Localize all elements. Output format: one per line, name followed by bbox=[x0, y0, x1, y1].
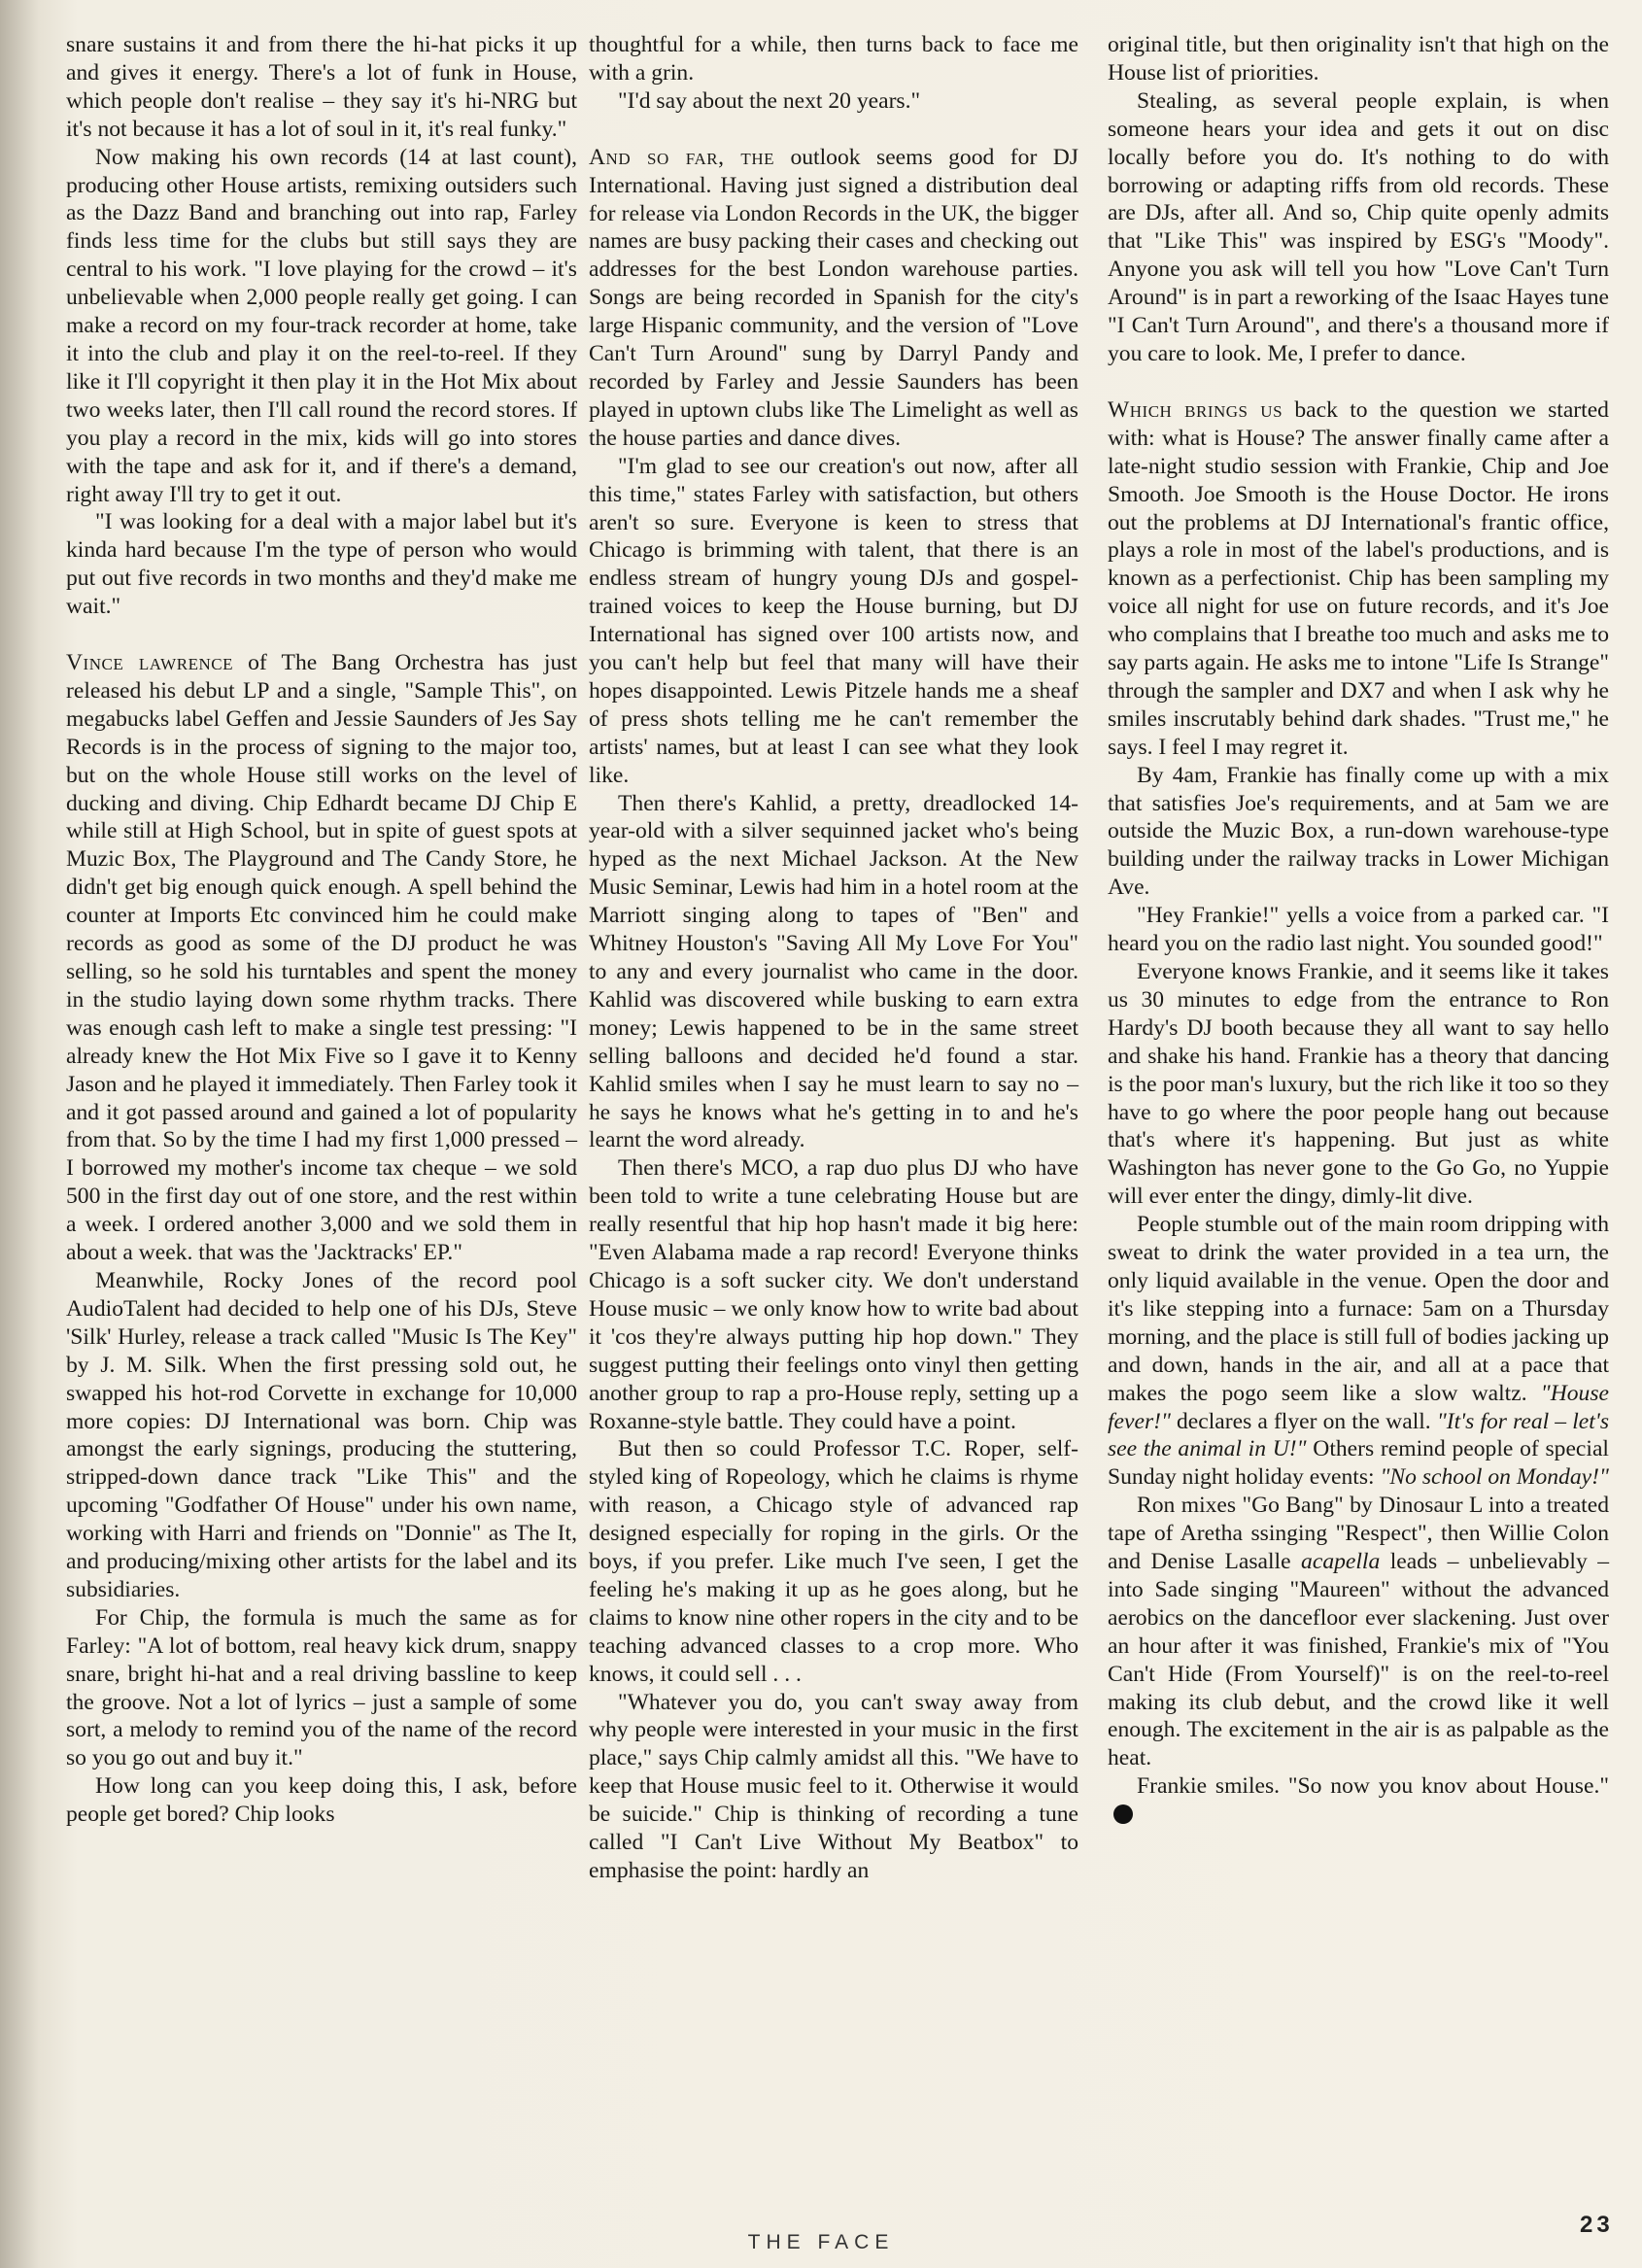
paragraph: But then so could Professor T.C. Roper, self-styled king of Ropeology, which he claims is rhyme with reason, a Chicago style of advanced rap designed especially for roping in the girls. Or the boys, if you prefer. Like much I've seen, I get the feeling he's making it up as he goes along, but he claims to know nine other ropers in the city and to be teaching advanced classes to a crop more. Who knows, it could sell . . . bbox=[589, 1436, 1078, 1687]
flyer-quote: "No school on Monday!" bbox=[1380, 1464, 1609, 1491]
section-paragraph bbox=[1108, 396, 1609, 762]
section-paragraph bbox=[66, 649, 577, 1267]
article-column-2 bbox=[589, 31, 1078, 1885]
article-column-1 bbox=[66, 31, 577, 1829]
section-lead-in: And so far, the bbox=[589, 144, 774, 170]
paragraph: thoughtful for a while, then turns back to face me with a grin. bbox=[589, 32, 1078, 86]
paragraph: How long can you keep doing this, I ask, before people get bored? Chip looks bbox=[66, 1773, 577, 1828]
paragraph: By 4am, Frankie has finally come up with a mix that satisfies Joe's requirements, and at 5am we are outside the Muzic Box, a run-down warehouse-type building under the railway tracks in Lower Michigan Ave. bbox=[1108, 762, 1609, 901]
paragraph-text: Ron mixes "Go Bang" by Dinosaur L into a treated tape of Aretha ssinging "Respect", then Willie Colon and Denise Lasalle bbox=[1108, 1493, 1609, 1575]
paragraph-text: outlook seems good for DJ International. Having just signed a distribution deal for release via London Records in the UK, the bigger names are busy packing their cases and checking out addresses for the best London warehouse parties. Songs are being recorded in Spanish for the city's large Hispanic community, and the version of "Love Can't Turn Around" sung by Darryl Pandy and recorded by Farley and Jessie Saunders has been played in uptown clubs like The Limelight as well as the house parties and dance dives. bbox=[589, 144, 1078, 451]
paragraph-text: People stumble out of the main room dripping with sweat to drink the water provided in a tea urn, the only liquid available in the venue. Open the door and it's like stepping into a furnace: 5am on a Thursday morning, and the place is still full of bodies jacking up and down, hands in the air, and all at a pace that makes the pogo seem like a slow waltz. bbox=[1108, 1212, 1609, 1406]
paragraph: "Whatever you do, you can't sway away from why people were interested in your music in the first place," says Chip calmly amidst all this. "We have to keep that House music feel to it. Otherwise it would be suicide." Chip is thinking of recording a tune called "I Can't Live Without My Beatbox" to emphasise the point: hardly an bbox=[589, 1689, 1078, 1883]
end-mark-icon bbox=[1113, 1804, 1133, 1824]
paragraph-text: leads – unbelievably – into Sade singing "Maureen" without the advanced aerobics on the dancefloor ever slackening. Just over an hour after it was finished, Frankie's mix of "You Can't Hide (From Yourself)" is on the reel-to-reel making its club debut, and the crowd like it well enough. The excitement in the air is as palpable as the heat. bbox=[1108, 1549, 1610, 1771]
magazine-footer: THE FACE bbox=[747, 2231, 895, 2253]
section-paragraph bbox=[589, 144, 1078, 453]
paragraph bbox=[1108, 1211, 1609, 1492]
paragraph-text: Others remind people of special Sunday night holiday events: bbox=[1108, 1436, 1609, 1491]
paragraph: Stealing, as several people explain, is when someone hears your idea and gets it out on disc locally before you do. It's nothing to do with borrowing or adapting riffs from old records. These are DJs, after all. And so, Chip quite openly admits that "Like This" was inspired by ESG's "Moody". Anyone you ask will tell you how "Love Can't Turn Around" is in part a reworking of the Isaac Hayes tune "I Can't Turn Around", and there's a thousand more if you care to look. Me, I prefer to dance. bbox=[1108, 87, 1609, 366]
paragraph: "Hey Frankie!" yells a voice from a parked car. "I heard you on the radio last night. You sounded good!" bbox=[1108, 903, 1609, 957]
paragraph: snare sustains it and from there the hi-hat picks it up and gives it energy. There's a lot of funk in House, which people don't realise – they say it's hi-NRG but it's not because it has a lot of soul in it, it's real funky." bbox=[66, 32, 577, 142]
paragraph-text: back to the question we started with: what is House? The answer finally came after a late-night studio session with Frankie, Chip and Joe Smooth. Joe Smooth is the House Doctor. He irons out the problems at DJ International's frantic office, plays a role in most of the label's productions, and is known as a perfectionist. Chip has been sampling my voice all night for use on future records, and it's Joe who complains that I breathe too much and asks me to say parts again. He asks me to intone "Life Is Strange" through the sampler and DX7 and when I ask why he smiles inscrutably behind dark shades. "Trust me," he says. I feel I may regret it. bbox=[1108, 396, 1609, 760]
flyer-quote: "House fever!" bbox=[1108, 1380, 1609, 1434]
paragraph-text: declares a flyer on the wall. bbox=[1170, 1408, 1437, 1434]
paragraph: "I was looking for a deal with a major label but it's kinda hard because I'm the type of person who would put out five records in two months and they'd make me wait." bbox=[66, 509, 577, 620]
section-lead-in: Which brings us bbox=[1108, 396, 1283, 423]
paragraph bbox=[1108, 1772, 1609, 1829]
paragraph: Meanwhile, Rocky Jones of the record pool AudioTalent had decided to help one of his DJs, Steve 'Silk' Hurley, release a track called "Music Is The Key" by J. M. Silk. When the first pressing sold out, he swapped his hot-rod Corvette in exchange for 10,000 more copies: DJ International was born. Chip was amongst the early signings, producing the stuttering, stripped-down dance track "Like This" and the upcoming "Godfather Of House" under his own name, working with Harri and friends on "Donnie" as The It, and producing/mixing other artists for the label and its subsidiaries. bbox=[66, 1267, 577, 1602]
paragraph: For Chip, the formula is much the same as for Farley: "A lot of bottom, real heavy kick drum, snappy snare, bright hi-hat and a real driving bassline to keep the groove. Not a lot of lyrics – just a sample of some sort, a melody to remind you of the name of the record so you go out and buy it." bbox=[66, 1604, 577, 1771]
paragraph-text: of The Bang Orchestra has just released his debut LP and a single, "Sample This", on megabucks label Geffen and Jessie Saunders of Jes Say Records is in the process of signing to the major too, but on the whole House still works on the level of ducking and diving. Chip Edhardt became DJ Chip E while still at High School, but in spite of guest spots at Muzic Box, The Playground and The Candy Store, he didn't get big enough quick enough. A spell behind the counter at Imports Etc convinced him he could make records as good as some of the DJ product he was selling, so he sold his turntables and spent the money in the studio laying down some rhythm tracks. There was enough cash left to make a single test pressing: "I already knew the Hot Mix Five so I gave it to Kenny Jason and he played it immediately. Then Farley took it and it got passed around and gained a lot of popularity from that. So by the time I had my first 1,000 pressed – I borrowed my mother's income tax cheque – we sold 500 in the first day out of one store, and the rest within a week. I ordered another 3,000 and we sold them in about a week. that was the 'Jacktracks' EP." bbox=[66, 650, 577, 1266]
paragraph bbox=[1108, 1492, 1609, 1772]
paragraph: Everyone knows Frankie, and it seems like it takes us 30 minutes to edge from the entrance to Ron Hardy's DJ booth because they all want to say hello and shake his hand. Frankie has a theory that dancing is the poor man's luxury, but the rich like it too so they have to go where the poor people hang out because that's where it's happening. But just as white Washington has never gone to the Go Go, no Yuppie will ever enter the dingy, dimly-lit dive. bbox=[1108, 959, 1609, 1210]
flyer-quote: "It's for real – let's see the animal in U!" bbox=[1108, 1408, 1610, 1462]
section-lead-in: Vince lawrence bbox=[66, 650, 233, 676]
paragraph: "I'm glad to see our creation's out now, after all this time," states Farley with satisfaction, but others aren't so sure. Everyone is keen to stress that Chicago is brimming with talent, that there is an endless stream of hungry young DJs and gospel-trained voices to keep the House burning, but DJ International has signed over 100 artists now, and you can't help but feel that many will have their hopes disappointed. Lewis Pitzele hands me a sheaf of press shots telling me he can't remember the artists' names, but at least I can see what they look like. bbox=[589, 453, 1078, 788]
page-number: 23 bbox=[1580, 2212, 1614, 2238]
italic-term: acapella bbox=[1301, 1549, 1381, 1575]
paragraph: original title, but then originality isn't that high on the House list of priorities. bbox=[1108, 32, 1609, 86]
paragraph: Now making his own records (14 at last count), producing other House artists, remixing outsiders such as the Dazz Band and branching out into rap, Farley finds less time for the clubs but still says they are central to his work. "I love playing for the crowd – it's unbelievable when 2,000 people really get going. I can make a record on my four-track recorder at home, take it into the club and play it on the reel-to-reel. If they like it I'll copyright it then play it in the Hot Mix about two weeks later, then I'll call round the record stores. If you play a record in the mix, kids will go into stores with the tape and ask for it, and if there's a demand, right away I'll try to get it out. bbox=[66, 144, 577, 507]
paragraph: Then there's MCO, a rap duo plus DJ who have been told to write a tune celebrating House but are really resentful that hip hop hasn't made it big here: "Even Alabama made a rap record! Everyone thinks Chicago is a soft sucker city. We don't understand House music – we only know how to write bad about it 'cos they're always putting hip hop down." They suggest putting their feelings onto vinyl then getting another group to rap a pro-House reply, setting up a Roxanne-style battle. They could have a point. bbox=[589, 1155, 1078, 1434]
paragraph-text: Frankie smiles. "So now you knov about House." bbox=[1137, 1773, 1609, 1800]
paragraph: "I'd say about the next 20 years." bbox=[618, 87, 921, 114]
article-column-3 bbox=[1108, 31, 1609, 1829]
paragraph: Then there's Kahlid, a pretty, dreadlocked 14-year-old with a silver sequinned jacket who's being hyped as the next Michael Jackson. At the New Music Seminar, Lewis had him in a hotel room at the Marriott singing along to tapes of "Ben" and Whitney Houston's "Saving All My Love For You" to any and every journalist who came in the door. Kahlid was discovered while busking to earn extra money; Lewis happened to be in the same street selling balloons and decided he'd found a star. Kahlid smiles when I say he must learn to say no – he says he knows what he's getting in to and he's learnt the word already. bbox=[589, 790, 1078, 1153]
